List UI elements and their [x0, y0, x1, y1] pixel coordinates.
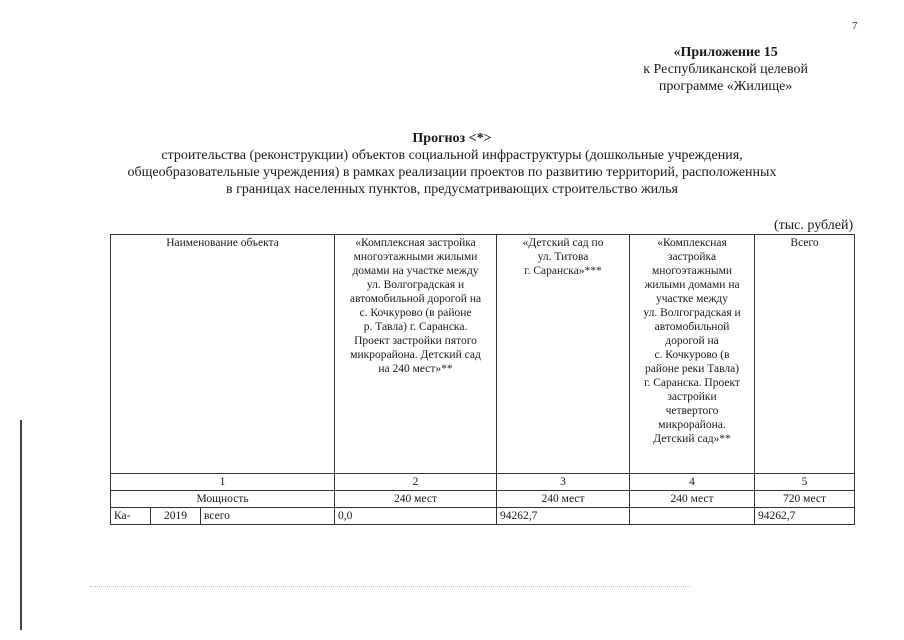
scan-edge-line: [20, 420, 22, 630]
table-header-row: [111, 235, 855, 474]
capacity-value: 240 мест: [630, 491, 755, 508]
heading-line-3: в границах населенных пунктов, предусматривающих строительство жилья: [226, 182, 678, 197]
appendix-line-3: программе «Жилище»: [658, 79, 793, 94]
header-object-name: Наименование объекта: [111, 235, 335, 474]
appendix-line-2: к Республиканской целевой: [643, 62, 808, 77]
capacity-value: 240 мест: [335, 491, 497, 508]
data-row-2019: [111, 508, 855, 525]
row-label: Ка-: [111, 508, 151, 525]
heading-title: Прогноз <*>: [412, 131, 492, 146]
appendix-title: «Приложение 15: [673, 45, 778, 60]
heading-line-2: общеобразовательные учреждения) в рамках реализации проектов по развитию территорий, расположенных: [127, 165, 777, 180]
unit-label: (тыс. рублей): [774, 218, 854, 233]
header-col-3: «Детский сад по ул. Титова г. Саранска»***: [497, 235, 630, 474]
row-type: всего: [201, 508, 335, 525]
capacity-row: [111, 491, 855, 508]
row-value: 94262,7: [755, 508, 855, 525]
document-heading: [0, 130, 904, 198]
column-number: 5: [755, 474, 855, 491]
column-number: 4: [630, 474, 755, 491]
scan-bottom-dots: [90, 586, 690, 588]
column-number-row: [111, 474, 855, 491]
row-value: 0,0: [335, 508, 497, 525]
row-year: 2019: [151, 508, 201, 525]
appendix-header: [643, 44, 808, 95]
column-number: 3: [497, 474, 630, 491]
capacity-value: 240 мест: [497, 491, 630, 508]
heading-line-1: строительства (реконструкции) объектов социальной инфраструктуры (дошкольные учреждения,: [161, 148, 743, 163]
header-col-2: «Комплексная застройка многоэтажными жилыми домами на участке между ул. Волгоградская и автомобильной дорогой на с. Кочкурово (в районе р. Тавла) г. Саранска. Проект застройки пятого микрорайона. Детский сад на 240 мест»**: [335, 235, 497, 474]
column-number: 2: [335, 474, 497, 491]
forecast-table: [110, 234, 855, 525]
capacity-value: 720 мест: [755, 491, 855, 508]
header-col-5: Всего: [755, 235, 855, 474]
row-value: [630, 508, 755, 525]
column-number: 1: [111, 474, 335, 491]
capacity-label: Мощность: [111, 491, 335, 508]
header-col-4: «Комплексная застройка многоэтажными жилыми домами на участке между ул. Волгоградская и автомобильной дорогой на с. Кочкурово (в районе реки Тавла) г. Саранска. Проект застройки четвертого микрорайона. Детский сад»**: [630, 235, 755, 474]
page-number: 7: [852, 20, 858, 32]
row-value: 94262,7: [497, 508, 630, 525]
